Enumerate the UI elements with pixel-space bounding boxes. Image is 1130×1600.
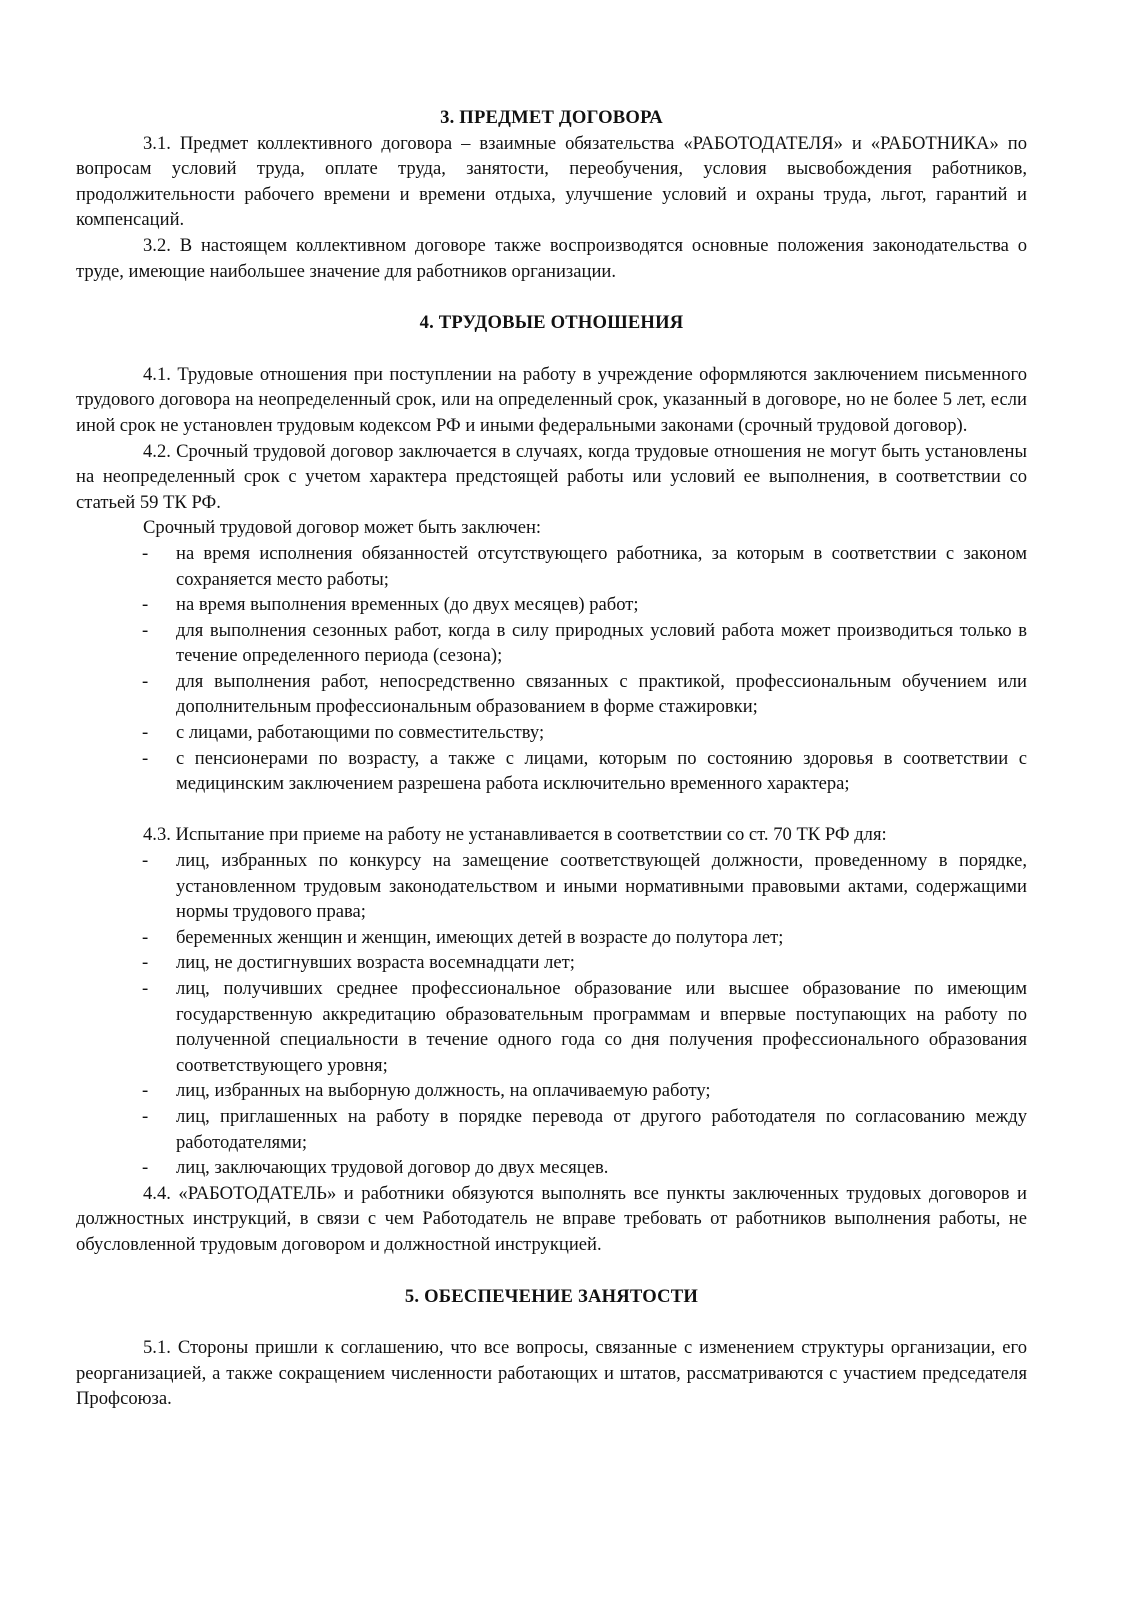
probation-exempt-list [76,848,1027,1181]
dash-bullet-icon: - [142,1105,149,1127]
section-5-title: 5. ОБЕСПЕЧЕНИЕ ЗАНЯТОСТИ [404,1285,699,1307]
list-item: - беременных женщин и женщин, имеющих детей в возрасте до полутора лет; [76,925,1027,951]
dash-bullet-icon: - [142,594,149,616]
dash-bullet-icon: - [142,670,149,692]
dash-bullet-icon: - [142,978,149,999]
paragraph-4-2: 4.2. Срочный трудовой договор заключается в случаях, когда трудовые отношения не могут быть установлены на неопределенный срок с учетом характера предстоящей работы или условий ее выполнения, в соответствии со статьей 59 ТК РФ. [76,440,1027,513]
paragraph-3-2: 3.2. В настоящем коллективном договоре также воспроизводятся основные положения законодательства о труде, имеющие наибольшее значение для работников организации. [76,234,1027,282]
dash-bullet-icon: - [142,1157,149,1179]
paragraph-4-3: 4.3. Испытание при приеме на работу не устанавливается в соответствии со ст. 70 ТК РФ для: [143,824,887,846]
section-4-title: 4. ТРУДОВЫЕ ОТНОШЕНИЯ [419,312,684,334]
list-item: - для выполнения работ, непосредственно связанных с практикой, профессиональным обучением или дополнительным профессиональным образованием в форме стажировки; [142,670,1027,718]
dash-bullet-icon: - [142,542,149,564]
list-item: - для выполнения сезонных работ, когда в силу природных условий работа может производиться только в течение определенного периода (сезона); [142,619,1027,667]
paragraph-3-1: 3.1. Предмет коллективного договора – взаимные обязательства «РАБОТОДАТЕЛЯ» и «РАБОТНИКА» по вопросам условий труда, оплате труда, занятости, переобучения, условия высвобождения работников, продолжительности рабочего времени и времени отдыха, улучшение условий и охраны труда, льгот, гарантий и компенсаций. [76,132,1027,231]
paragraph-4-2-intro: Срочный трудовой договор может быть заключен: [143,517,542,539]
dash-bullet-icon: - [142,747,149,769]
document-page [76,105,1027,1412]
section-3-title: 3. ПРЕДМЕТ ДОГОВОРА [440,107,663,128]
dash-bullet-icon: - [142,952,149,974]
dash-bullet-icon: - [142,619,149,641]
list-item: - с лицами, работающими по совместительству; [76,720,1027,746]
list-item: - с пенсионерами по возрасту, а также с лицами, которым по состоянию здоровья в соответствии с медицинским заключением разрешена работа исключительно временного характера; [142,747,1027,795]
list-item: - на время исполнения обязанностей отсутствующего работника, за которым в соответствии с законом сохраняется место работы; [142,542,1027,590]
list-item: - лиц, приглашенных на работу в порядке перевода от другого работодателя по согласованию между работодателями; [142,1105,1027,1153]
paragraph-4-4: 4.4. «РАБОТОДАТЕЛЬ» и работники обязуются выполнять все пункты заключенных трудовых договоров и должностных инструкций, в связи с чем Работодатель не вправе требовать от работников выполнения работы, не обусловленной трудовым договором и должностной инструкцией. [76,1182,1027,1255]
paragraph-4-1: 4.1. Трудовые отношения при поступлении на работу в учреждение оформляются заключением письменного трудового договора на неопределенный срок, или на определенный срок, указанный в договоре, но не более 5 лет, если иной срок не установлен трудовым кодексом РФ и иными федеральными законами (срочный трудовой договор). [76,363,1027,436]
list-item: - лиц, получивших среднее профессиональное образование или высшее образование по имеющим государственную аккредитацию образовательным программам и впервые поступающих на работу по полученной специальности в течение одного года со дня получения профессионального образования соответствующего уровня; [142,978,1027,1076]
list-item: - лиц, избранных по конкурсу на замещение соответствующей должности, проведенному в порядке, установленном трудовым законодательством и иными нормативными правовыми актами, содержащими нормы трудового права; [142,850,1027,923]
list-item: - лиц, избранных на выборную должность, на оплачиваемую работу; [76,1078,1027,1104]
dash-bullet-icon: - [142,926,149,948]
paragraph-5-1: 5.1. Стороны пришли к соглашению, что все вопросы, связанные с изменением структуры организации, его реорганизацией, а также сокращением численности работающих и штатов, рассматриваются с участием председателя Профсоюза. [76,1337,1027,1410]
blank-line [76,797,1027,823]
list-item: - лиц, заключающих трудовой договор до двух месяцев. [76,1155,1027,1181]
list-item: - лиц, не достигнувших возраста восемнадцати лет; [76,950,1027,976]
fixed-term-cases-list [76,541,1027,797]
dash-bullet-icon: - [142,850,149,872]
dash-bullet-icon: - [142,722,149,744]
list-item: - на время выполнения временных (до двух месяцев) работ; [76,592,1027,618]
dash-bullet-icon: - [142,1080,149,1102]
